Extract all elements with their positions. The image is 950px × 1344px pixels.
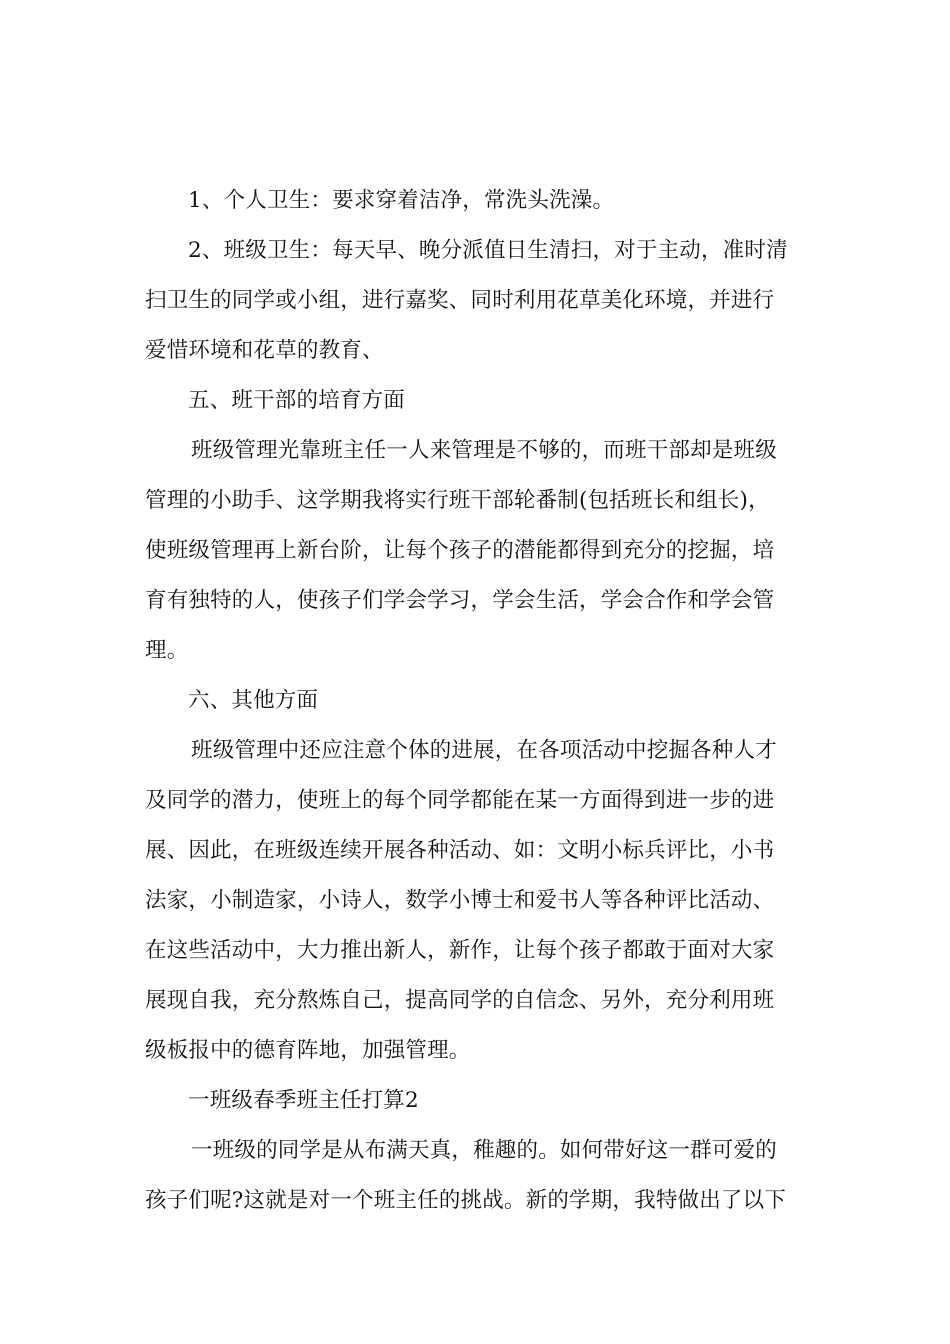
text-line: 管理的小助手、这学期我将实行班干部轮番制(包括班长和组长)， [145,488,770,513]
text-line: 一班级的同学是从布满天真，稚趣的。如何带好这一群可爱的 [191,1138,777,1163]
text-line: 及同学的潜力，使班上的每个同学都能在某一方面得到进一步的进 [145,788,775,813]
text-line: 爱惜环境和花草的教育、 [145,338,384,363]
text-line: 展现自我，充分熬炼自己，提高同学的自信念、另外，充分利用班 [145,988,775,1013]
section-heading: 六、其他方面 [188,688,319,713]
text-line: 扫卫生的同学或小组，进行嘉奖、同时利用花草美化环境，并进行 [145,288,775,313]
text-line: 理。 [145,638,189,663]
text-line: 法家，小制造家，小诗人，数学小博士和爱书人等各种评比活动、 [145,888,775,913]
text-line: 在这些活动中，大力推出新人，新作，让每个孩子都敢于面对大家 [145,938,775,963]
text-line: 孩子们呢?这就是对一个班主任的挑战。新的学期，我特做出了以下 [145,1188,787,1213]
text-line: 级板报中的德育阵地，加强管理。 [145,1038,471,1063]
text-line: 班级管理光靠班主任一人来管理是不够的，而班干部却是班级 [191,438,777,463]
section-heading: 五、班干部的培育方面 [188,388,406,413]
text-line: 展、因此，在班级连续开展各种活动、如：文明小标兵评比，小书 [145,838,775,863]
text-line: 2、班级卫生：每天早、晚分派值日生清扫，对于主动，准时清 [188,238,788,263]
text-line: 使班级管理再上新台阶，让每个孩子的潜能都得到充分的挖掘，培 [145,538,775,563]
section-heading: 一班级春季班主任打算2 [188,1088,419,1113]
text-line: 班级管理中还应注意个体的进展，在各项活动中挖掘各种人才 [191,738,777,763]
text-line: 育有独特的人，使孩子们学会学习，学会生活，学会合作和学会管 [145,588,775,613]
text-line: 1、个人卫生：要求穿着洁净，常洗头洗澡。 [188,188,615,213]
